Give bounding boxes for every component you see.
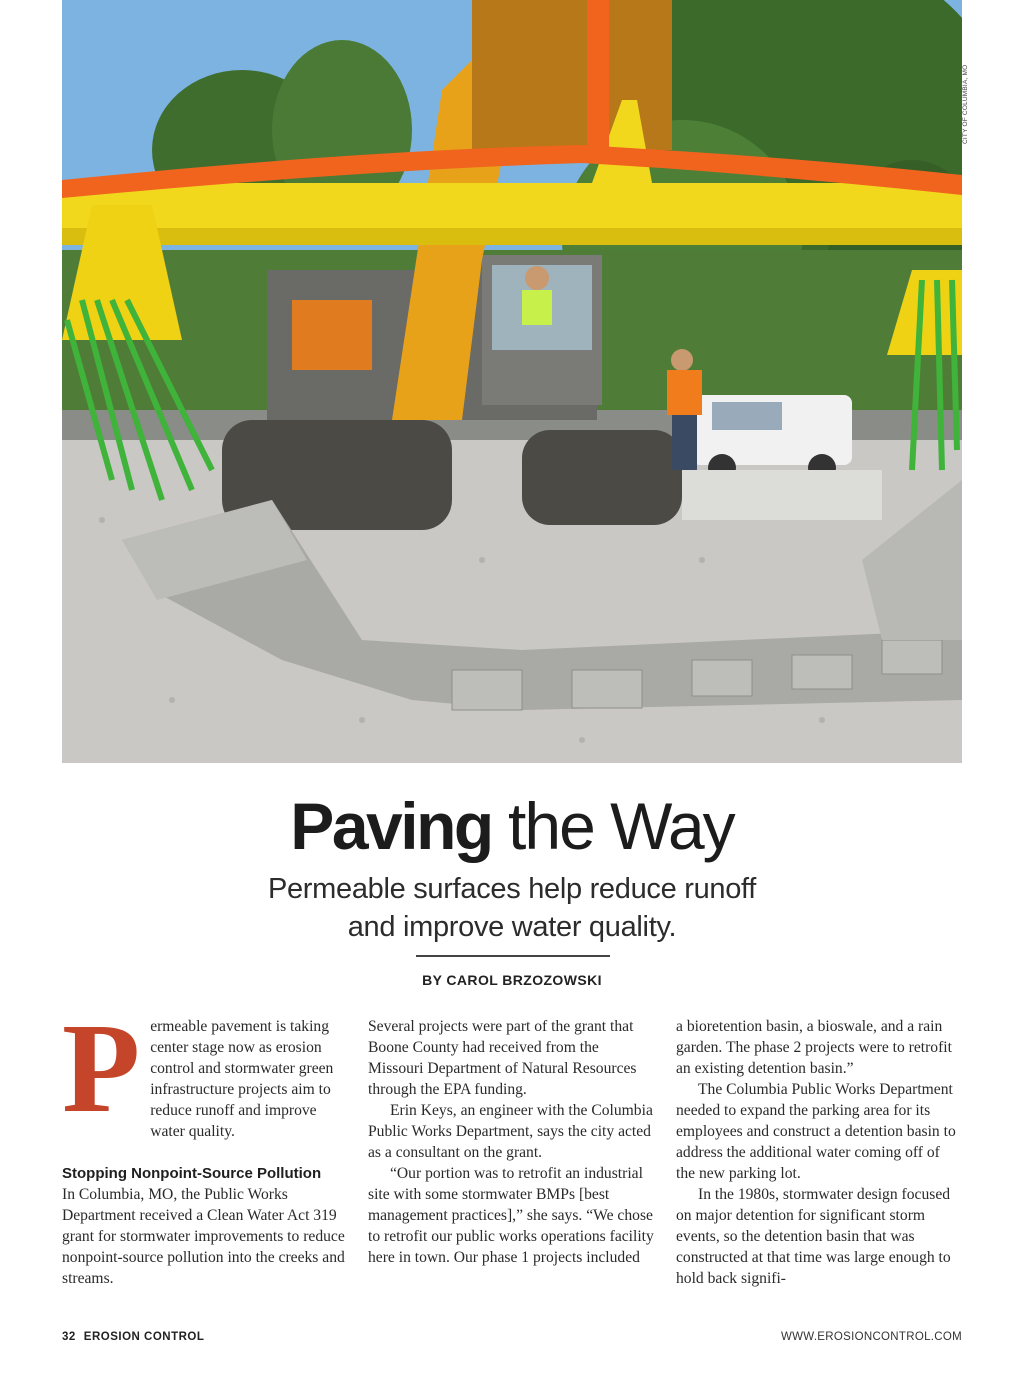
headline-light: the Way: [508, 789, 734, 863]
paragraph: Several projects were part of the grant that Boone County had received from the Missouri Department of Natural Resources through the EPA funding.: [368, 1018, 637, 1098]
deck: [0, 870, 1024, 946]
website-link[interactable]: WWW.EROSIONCONTROL.COM: [780, 1331, 962, 1343]
magazine-name: EROSION CONTROL: [83, 1331, 205, 1343]
lead-paragraph: [62, 997, 348, 1142]
paragraph: The Columbia Public Works Department needed to expand the parking area for its employees and construct a detention basin to address the additional water coming off of the new parking lot.: [676, 1081, 956, 1182]
deck-line-2: and improve water quality.: [347, 911, 677, 943]
headline-bold: Paving: [290, 789, 492, 863]
lead-text: ermeable pavement is taking center stage now as erosion control and stormwater green infrastructure projects aim to reduce runoff and improve water quality.: [150, 1018, 334, 1140]
subhead: Stopping Nonpoint-Source Pollution: [62, 1165, 322, 1182]
column-1: [62, 997, 348, 1289]
footer-folio: [62, 1331, 204, 1343]
page-number: 32: [62, 1331, 76, 1343]
column-3: [676, 1016, 962, 1289]
paragraph: “Our portion was to retrofit an industrial site with some stormwater BMPs [best management practices],” she says. “We chose to retrofit our public works operations facility here in town. Our phase 1 projects included: [368, 1165, 654, 1266]
photo-credit: CITY OF COLUMBIA, MO: [962, 64, 969, 144]
paragraph: a bioretention basin, a bioswale, and a rain garden. The phase 2 projects were to retrofit an existing detention basin.”: [676, 1018, 952, 1077]
column-2: [368, 1016, 654, 1268]
divider: [416, 955, 610, 957]
paragraph: Erin Keys, an engineer with the Columbia Public Works Department, says the city acted as a consultant on the grant.: [368, 1102, 653, 1161]
drop-cap: P: [62, 997, 141, 1139]
byline: BY CAROL BRZOZOWSKI: [422, 972, 602, 988]
paragraph: In Columbia, MO, the Public Works Department received a Clean Water Act 319 grant for stormwater improvements to reduce nonpoint-source pollution into the creeks and streams.: [62, 1186, 345, 1287]
hero-photo: [62, 0, 962, 763]
deck-line-1: Permeable surfaces help reduce runoff: [267, 873, 757, 905]
construction-photo-icon: [62, 0, 962, 763]
headline: [0, 786, 1024, 866]
paragraph: In the 1980s, stormwater design focused on major detention for significant storm events, so the detention basin that was constructed at that time was large enough to hold back signifi-: [676, 1186, 951, 1287]
